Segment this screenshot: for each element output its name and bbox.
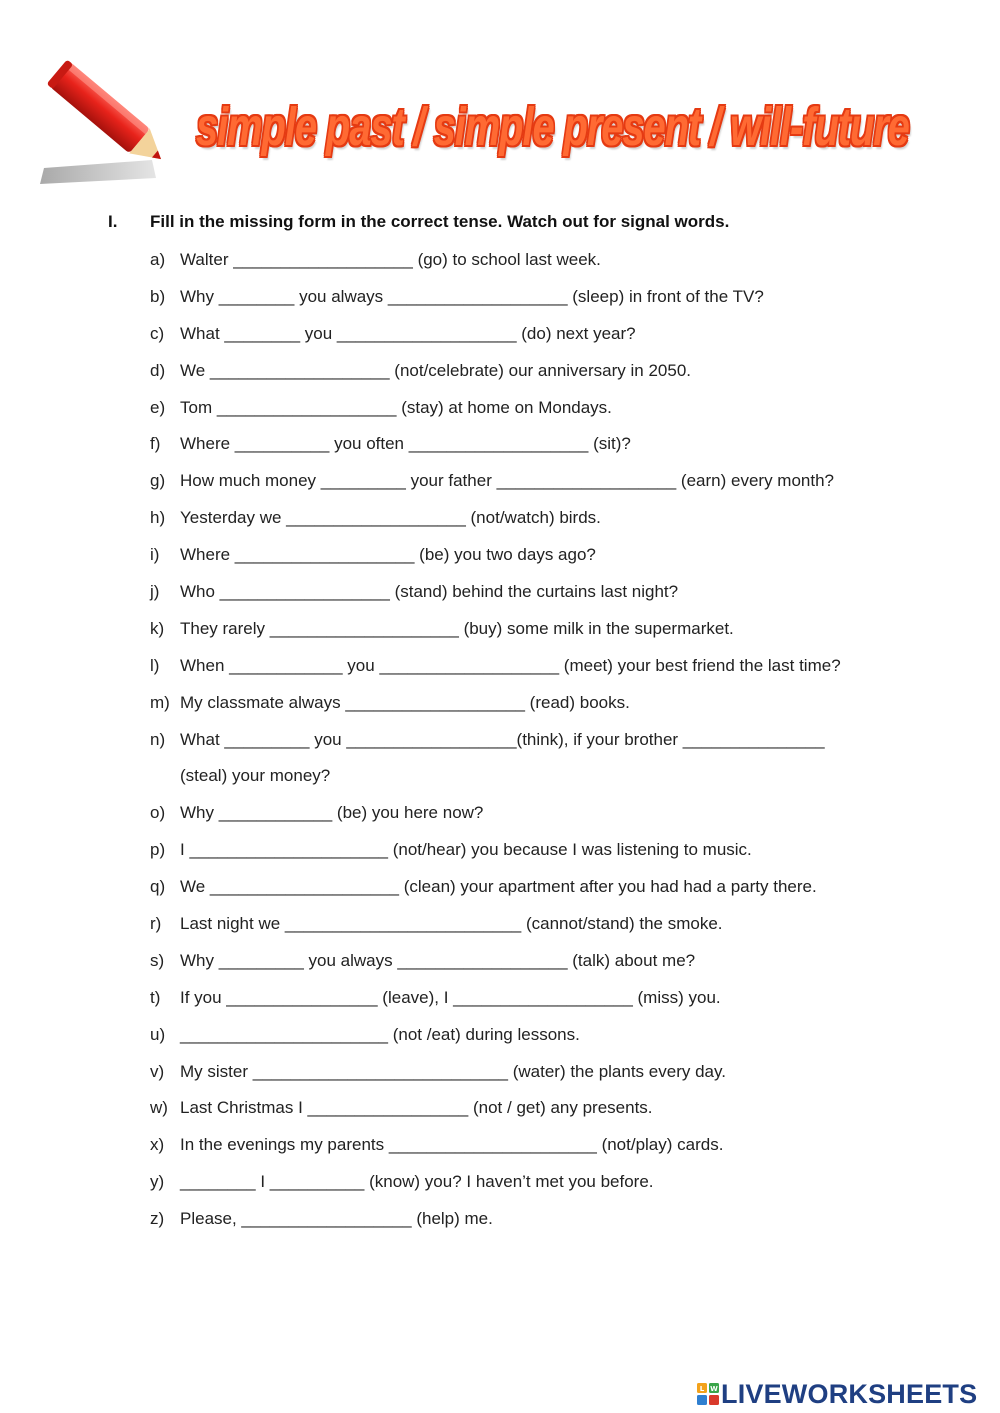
exercise-item	[150, 834, 841, 871]
item-text: Where ___________________ (be) you two days ago?	[180, 545, 596, 565]
exercise-item	[150, 576, 841, 613]
exercise-item	[150, 539, 841, 576]
item-text: (steal) your money?	[180, 766, 331, 786]
pencil-icon	[34, 56, 184, 196]
item-letter: o)	[150, 803, 166, 823]
exercise-item	[150, 502, 841, 539]
item-letter: y)	[150, 1172, 165, 1192]
item-letter: d)	[150, 360, 166, 380]
exercise-item	[150, 724, 841, 761]
item-letter: r)	[150, 914, 162, 934]
exercise-item	[150, 613, 841, 650]
instruction-text: Fill in the missing form in the correct tense. Watch out for signal words.	[150, 212, 730, 231]
item-letter: z)	[150, 1209, 165, 1229]
item-letter: c)	[150, 323, 165, 343]
exercise-item	[150, 908, 841, 945]
item-text: Walter ___________________ (go) to school last week.	[180, 250, 601, 269]
item-letter: i)	[150, 545, 160, 565]
item-text: ______________________ (not /eat) during lessons.	[180, 1024, 580, 1044]
item-text: How much money _________ your father ___________________ (earn) every month?	[180, 471, 835, 491]
item-letter: t)	[150, 987, 161, 1007]
exercise-item	[150, 650, 841, 687]
exercise-item	[150, 687, 841, 724]
item-letter: v)	[150, 1061, 165, 1081]
exercise-item	[150, 428, 841, 465]
exercise-item	[150, 318, 841, 355]
item-text: Yesterday we ___________________ (not/watch) birds.	[180, 508, 601, 528]
item-text: I _____________________ (not/hear) you because I was listening to music.	[180, 840, 752, 860]
item-letter: k)	[150, 618, 165, 638]
exercise-item	[150, 797, 841, 834]
item-letter: j)	[150, 582, 160, 602]
item-text: In the evenings my parents ______________________ (not/play) cards.	[180, 1135, 724, 1155]
brand-name: LIVEWORKSHEETS	[721, 1378, 978, 1409]
exercise-item	[150, 1019, 841, 1056]
item-letter: p)	[150, 840, 166, 860]
exercise-item	[150, 281, 841, 318]
exercise-item	[150, 871, 841, 908]
item-text: We ____________________ (clean) your apartment after you had had a party there.	[180, 877, 817, 897]
item-letter: b)	[150, 286, 166, 306]
exercise-item	[150, 1129, 841, 1166]
exercise-item	[150, 1166, 841, 1203]
item-text: If you ________________ (leave), I ___________________ (miss) you.	[180, 987, 721, 1007]
item-text: Where __________ you often ___________________ (sit)?	[180, 434, 631, 454]
item-text: What _________ you __________________(think), if your brother _______________	[180, 729, 825, 749]
item-letter: a)	[150, 250, 166, 269]
exercise-item	[150, 1092, 841, 1129]
item-text: Why ________ you always ___________________ (sleep) in front of the TV?	[180, 286, 764, 306]
exercise-item	[150, 982, 841, 1019]
item-text: My sister ___________________________ (water) the plants every day.	[180, 1061, 726, 1081]
item-text: Last Christmas I _________________ (not / get) any presents.	[180, 1098, 653, 1118]
item-letter: n)	[150, 729, 166, 749]
exercise-item	[150, 392, 841, 429]
liveworksheets-watermark	[697, 1377, 977, 1411]
exercise-item	[150, 465, 841, 502]
worksheet-title: simple past / simple present / will-future	[196, 97, 909, 157]
section-number: I.	[108, 212, 118, 231]
item-letter: s)	[150, 950, 165, 970]
exercise-item-continuation	[150, 760, 841, 797]
item-text: Why ____________ (be) you here now?	[180, 803, 484, 823]
item-text: My classmate always ___________________ (read) books.	[180, 692, 630, 712]
item-text: Who __________________ (stand) behind the curtains last night?	[180, 582, 679, 602]
liveworksheets-logo-icon	[697, 1383, 719, 1405]
item-text: Tom ___________________ (stay) at home on Mondays.	[180, 397, 612, 417]
instruction	[108, 212, 729, 232]
exercise-list	[150, 244, 841, 1240]
exercise-item	[150, 244, 841, 281]
exercise-item	[150, 1203, 841, 1240]
item-text: When ____________ you ___________________ (meet) your best friend the last time?	[180, 655, 841, 675]
item-letter: u)	[150, 1024, 166, 1044]
item-text: What ________ you ___________________ (do) next year?	[180, 323, 636, 343]
item-letter: g)	[150, 471, 166, 491]
item-letter: l)	[150, 655, 160, 675]
item-text: Last night we _________________________ (cannot/stand) the smoke.	[180, 914, 723, 934]
item-letter: f)	[150, 434, 161, 454]
item-text: They rarely ____________________ (buy) some milk in the supermarket.	[180, 618, 734, 638]
item-letter: x)	[150, 1135, 165, 1155]
item-letter: h)	[150, 508, 166, 528]
item-letter: q)	[150, 877, 166, 897]
svg-text:W: W	[710, 1385, 718, 1393]
exercise-item	[150, 1056, 841, 1093]
item-letter: w)	[150, 1098, 168, 1118]
item-letter: e)	[150, 397, 166, 417]
exercise-item	[150, 945, 841, 982]
svg-text:L: L	[699, 1385, 705, 1393]
item-letter: m)	[150, 692, 170, 712]
item-text: Please, __________________ (help) me.	[180, 1209, 493, 1229]
item-text: We ___________________ (not/celebrate) our anniversary in 2050.	[180, 360, 691, 380]
item-text: Why _________ you always __________________ (talk) about me?	[180, 950, 696, 970]
exercise-item	[150, 355, 841, 392]
item-text: ________ I __________ (know) you? I haven’t met you before.	[180, 1172, 654, 1192]
